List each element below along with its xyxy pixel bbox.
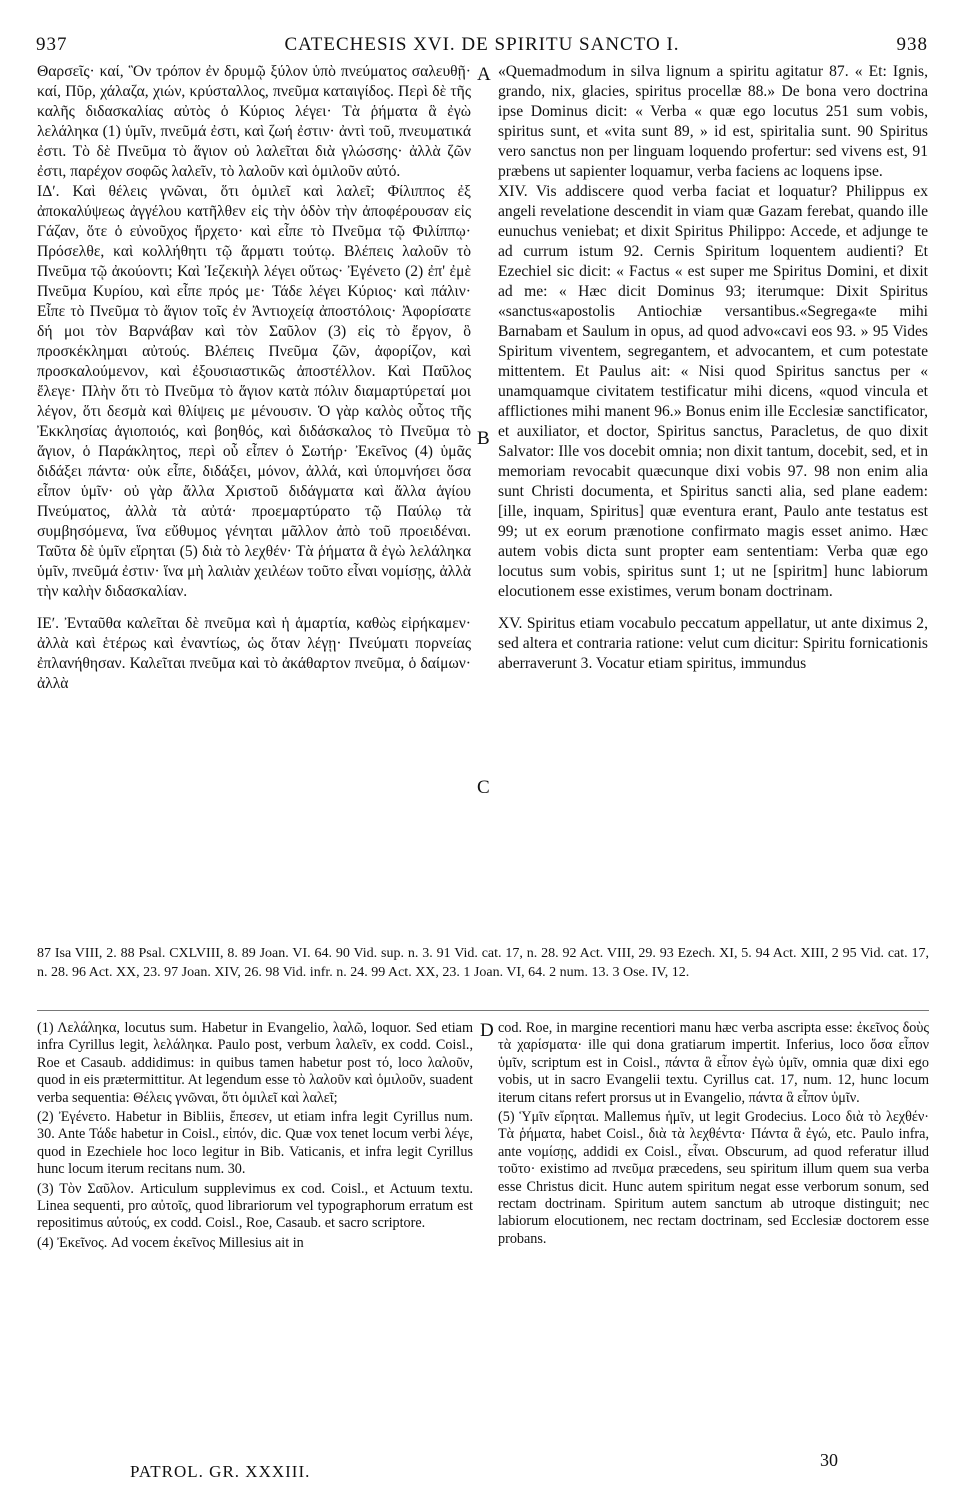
scripture-references: 87 Isa VIII, 2. 88 Psal. CXLVIII, 8. 89 Joan. VI. 64. 90 Vid. sup. n. 3. 91 Vid. cat. 17, n. 28. 92 Act. VIII, 29. 93 Ezech. XI, 5. 94 Act. XIII, 2 95 Vid. cat. 17, n. 28. 96 Act. XX, 23. 97 Joan. XIV, 26. 98 Vid. infr. n. 24. 99 Act. XX, 23. 1 Joan. VI, 64. 2 num. 13. 3 Ose. IV, 12. (37, 946, 929, 980)
footnote: (3) Τὸν Σαῦλον. Articulum supplevimus ex cod. Coisl., et Actuum textu. Linea sequenti, pro αὐτοῖς, quod librariorum vel typographorum erratum est repositimus αὐτούς, ex codd. Coisl., Roe, Casaub. et sacro scriptore. (37, 1180, 473, 1232)
footnote: (4) Ἐκεῖνος. Ad vocem ἐκεῖνος Millesius ait in (37, 1234, 304, 1251)
footnote: cod. Roe, in margine recentiori manu hæc verba ascripta esse: ἐκεῖνος δοὺς τὰ χαρίσματα· ille qui dona gratiarum impertit. Inferius, loco ὅσα εἶπον ὑμῖν, scriptum est in Coisl., πάντα ἃ εἶπον ἐγὼ ὑμῖν, omnia quæ dixi ego vobis, ut in sacro Evangelii textu. Cyrillus cat. 17, num. 12, hunc locum iterum citans refert prorsus ut in Evangelio, πάντα ἃ εἶπον ὑμῖν. (498, 1020, 929, 1106)
signature-number: 30 (820, 1450, 838, 1470)
latin-column (498, 62, 928, 942)
page-title: CATECHESIS XVI. DE SPIRITU SANCTO I. (284, 34, 680, 55)
margin-letter-b: B (477, 428, 490, 449)
greek-column (37, 62, 471, 942)
margin-letter-c: C (477, 777, 490, 798)
series-footer: PATROL. GR. XXXIII. (130, 1462, 311, 1481)
latin-paragraph: XIV. Vis addiscere quod verba faciat et loquatur? Philippus ex angeli revelatione descendit in viam quæ Gazam ferebat, quando ille eunuchus veniebat; et dixit Spiritus Philippo: Accede, et adjunge te ad currum istum 92. Cernis Spiritum loquentem audienti? Et Ezechiel sic dicit: « Factus « est super me Spiritus Domini, et dixit ad me: « Hæc dicit Dominus 93; iterumque: Dixit Spiritus «sanctus«apostolis Antiochiæ versantibus.«Segrega«te mihi Barnabam et Saulum in opus, ad quod advo«cavi eos 93. » 95 Vides Spiritum viventem, segregantem, et advocantem, et cum potestate mittentem. Et Paulus ait: « Nisi quod Spiritus sanctus per « unamquamque civitatem testificatur mihi dicens, «quod vincula et afflictiones mihi manent 96.» Bonus enim ille Ecclesiæ sanctificator, et auxiliator, et doctor, Spiritus sanctus, Paracletus, de quo dixit Salvator: Ille vos docebit omnia; non dixit tantum, docebit, sed, et in memoriam revocabit quæcunque dixi vobis 97. 98 non enim alia sunt Christi documenta, et Spiritus sancti alia, sed plane eadem: [ille, inquam, Spiritus] quæ eventura erant, Paulo ante testatus est 99; ut ex eorum prænotione confirmato magis esset animo. Hæc autem vobis dicta sunt propter eam sententiam: Verba quæ ego locutus sum vobis, spiritus sunt 1; ut ne [spiritm] hunc labiorum elocutionem esse existimes, verum bonam doctrinam. (498, 183, 928, 600)
footnotes-right (498, 1020, 929, 1350)
running-header (36, 28, 928, 62)
footnote: (2) Ἐγένετο. Habetur in Bibliis, ἔπεσεν, ut etiam infra legit Cyrillus num. 30. Ante Τάδε habetur in Coisl., εἰπόν, dic. Quæ vox tenet locum verbi λέγε, quod in Ezechiele hoc loco legitur in Bib. Vaticanis, et infra legit Cyrillus hunc locum iterum recitans num. 30. (37, 1109, 473, 1178)
greek-paragraph: Θαρσεῖς· καί, Ὃν τρόπον ἐν δρυμῷ ξύλον ὑπὸ πνεύματος σαλευθῇ· καί, Πῦρ, χάλαζα, χιών, κρύσταλλος, πνεῦμα καταιγίδος. Περὶ δὲ τῆς καλῆς διδασκαλίας αὐτὸς ὁ Κύριος λέγει· Τὰ ῥήματα ἃ ἐγὼ λελάληκα (1) ὑμῖν, πνεῦμά ἐστι, καὶ ζωή ἐστιν· ἀντὶ τοῦ, πνευματικά ἐστι. Τὸ δὲ Πνεῦμα τὸ ἅγιον οὐ λαλεῖται διὰ γλώσσης· ἀλλὰ ζῶν ἐστι, παρέχον σοφῶς λαλεῖν, τὸ λαλοῦν καὶ ὁμιλοῦν αὐτό. (37, 63, 471, 180)
footnote: (5) Ὑμῖν εἴρηται. Mallemus ἡμῖν, ut legit Grodecius. Loco διὰ τὸ λεχθέν· Τὰ ῥήματα, habet Coisl., διὰ τὰ λεχθέντα· Πάντα ἃ ἐγώ, etc. Paulo infra, ante νομίσῃς, addidi ex Coisl., εἶναι. Obscurum, ad quod referatur illud τοῦτο· existimo ad πνεῦμα præcedens, seu spiritum illum quem sua verba esse Christus dicit. Hunc autem spiritum negat esse verborum sonum, sed rectam doctrinam. Spiritum autem sanctum ab utroque distinguit; nec labiorum elocutionem, nec rectam doctrinam, sed Ecclesiæ doctorem esse probans. (498, 1109, 929, 1247)
latin-paragraph: XV. Spiritus etiam vocabulo peccatum appellatur, ut ante diximus 2, sed altera et contraria ratione: velut cum dicitur: Spiritu fornicationis aberraverunt 3. Vocatur etiam spiritus, immundus (498, 615, 928, 672)
greek-paragraph: ΙΕʹ. Ἐνταῦθα καλεῖται δὲ πνεῦμα καὶ ἡ ἁμαρτία, καθὼς εἰρήκαμεν· ἀλλὰ καὶ ἑτέρως καὶ ἐναντίως, ὡς ὅταν λέγῃ· Πνεύματι πορνείας ἐπλανήθησαν. Καλεῖται πνεῦμα καὶ τὸ ἀκάθαρτον πνεῦμα, ὁ δαίμων· ἀλλὰ (37, 615, 471, 692)
page-number-right: 938 (896, 34, 928, 55)
latin-paragraph: «Quemadmodum in silva lignum a spiritu agitatur 87. « Et: Ignis, grando, nix, glacies, spiritus procellæ 88.» De bona vero doctrina ipse Dominus dicit: « Verba « quæ ego locutus 251 sum vobis, spiritus sunt, et «vita sunt 89, » id est, spiritalia sunt. 90 Spiritus vero sanctus non per linguam loquendo profertur: sed vivens est, 91 præbens ut sapienter loquamur, verba faciens ac loquens ipse. (498, 63, 928, 180)
page-number-left: 937 (36, 34, 68, 55)
margin-letter-d: D (480, 1020, 494, 1041)
footnote: (1) Λελάληκα, locutus sum. Habetur in Evangelio, λαλῶ, loquor. Sed etiam infra Cyrillus legit, λελάληκα. Paulo post, verbum λαλεῖν, ex codd. Coisl., Roe et Casaub. addidimus: in quibus tamen habetur post τό, loco λαλοῦν, quod in eis prætermittitur. At legendum esse τὸ λαλοῦν καὶ ὁμιλοῦν, suadent verba sequentia: Θέλεις γνῶναι, ὅτι ὁμιλεῖ καὶ λαλεῖ; (37, 1020, 473, 1106)
greek-paragraph: ΙΔʹ. Καὶ θέλεις γνῶναι, ὅτι ὁμιλεῖ καὶ λαλεῖ; Φίλιππος ἐξ ἀποκαλύψεως ἀγγέλου κατῆλθεν εἰς τὴν ὁδὸν τὴν ἀποφέρουσαν εἰς Γάζαν, ὅτε ὁ εὐνοῦχος ἤρχετο· καὶ εἶπε τὸ Πνεῦμα τῷ Φιλίππῳ· Πρόσελθε, καὶ κολλήθητι τῷ ἅρματι τούτῳ. Βλέπεις λαλοῦν τὸ Πνεῦμα τῷ ἀκούοντι; Καὶ Ἰεζεκιὴλ λέγει οὕτως· Ἐγένετο (2) ἐπ' ἐμὲ Πνεῦμα Κυρίου, καὶ εἶπε πρός με· Τάδε λέγει Κύριος· καὶ πάλιν· Εἶπε τὸ Πνεῦμα τὸ ἅγιον τοῖς ἐν Ἀντιοχείᾳ ἀποστόλοις· Ἀφορίσατε δή μοι τὸν Βαρνάβαν καὶ τὸν Σαῦλον (3) εἰς τὸ ἔργον, ὃ προσκέκλημαι αὐτούς. Βλέπεις Πνεῦμα ζῶν, ἀφορίζον, καὶ προσκαλούμενον, καὶ ἐξουσιαστικῶς ἀποστέλλον. Καὶ Παῦλος ἔλεγε· Πλὴν ὅτι τὸ Πνεῦμα τὸ ἅγιον κατὰ πόλιν διαμαρτύρεταί μοι λέγον, ὅτι δεσμὰ καὶ θλίψεις με μένουσιν. Ὁ γὰρ καλὸς οὗτος τῆς Ἐκκλησίας ἁγιοποιός, καὶ βοηθός, καὶ διδάσκαλος τὸ Πνεῦμα τὸ ἅγιον, ὁ Παράκλητος, περὶ οὗ εἶπεν ὁ Σωτήρ· Ἐκεῖνος (4) ὑμᾶς διδάξει πάντα· οὐκ εἶπε, διδάξει, μόνον, ἀλλά, καὶ ὑπομνήσει ὅσα εἶπον ὑμῖν· οὐ γὰρ ἄλλα Χριστοῦ διδάγματα καὶ ἄλλα ἁγίου Πνεύματος, ἀλλὰ τὰ αὐτά· προεμαρτύρατο τῷ Παύλῳ τὰ συμβησόμενα, ἵνα εὔθυμος γένηται μᾶλλον ἀπὸ τοῦ προειδέναι. Ταῦτα δὲ ὑμῖν εἴρηται (5) διὰ τὸ λεχθέν· Τὰ ῥήματα ἃ ἐγὼ λελάληκα ὑμῖν, πνεῦμά ἐστιν· ἵνα μὴ λαλιὰν χειλέων τοῦτο εἶναι νομίσῃς, ἀλλὰ τὴν καλὴν διδασκαλίαν. (37, 183, 471, 600)
footnote-divider (37, 1010, 929, 1011)
margin-letter-a: A (477, 64, 491, 85)
footnotes-left (37, 1020, 473, 1470)
